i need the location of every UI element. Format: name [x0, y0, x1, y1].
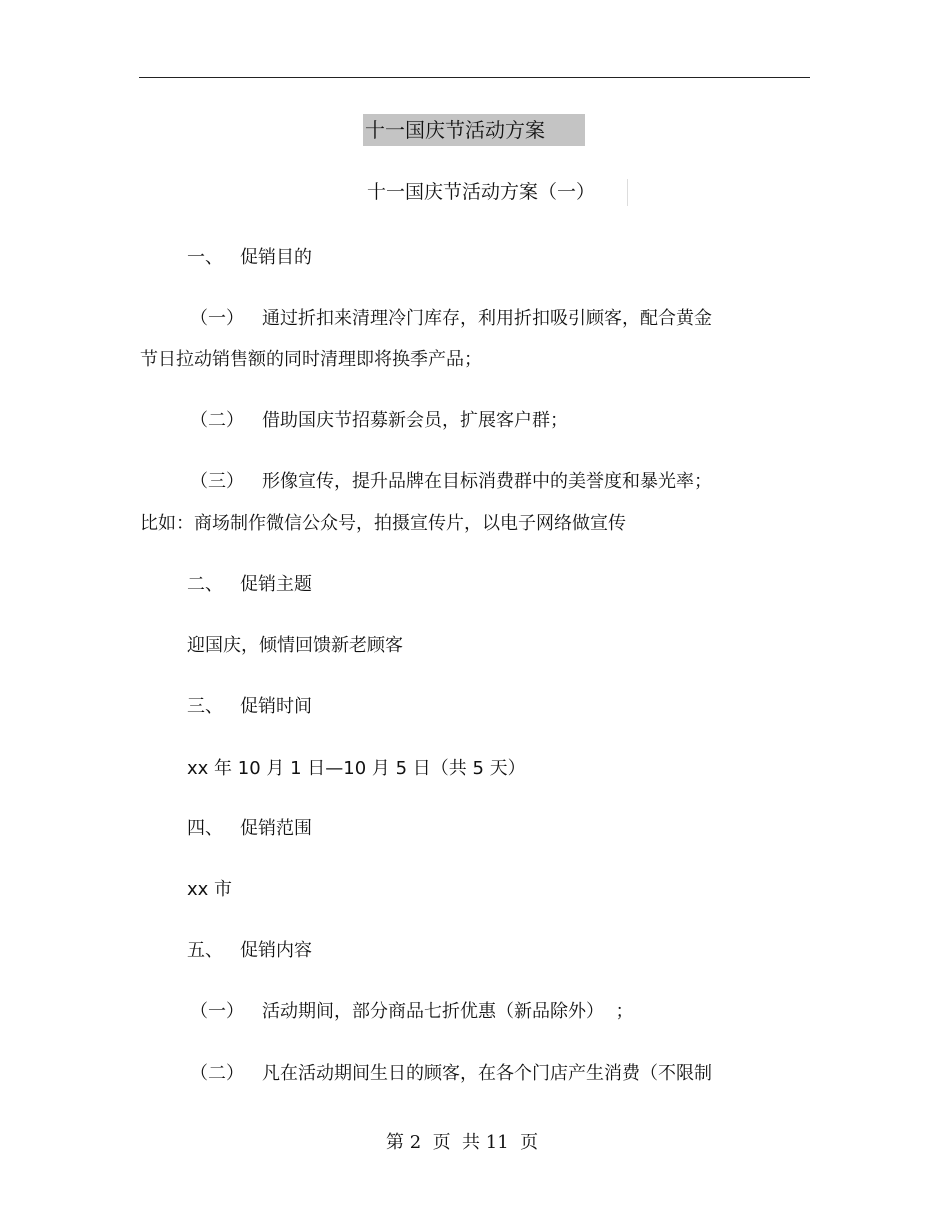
- list-marker: （一）: [190, 1001, 244, 1022]
- list-item-5-2: [190, 1062, 712, 1086]
- section-heading-text: 促销范围: [240, 818, 312, 839]
- paragraph-continuation: 节日拉动销售额的同时清理即将换季产品；: [140, 349, 482, 370]
- page-number: 第 2 页 共 11 页: [386, 1132, 539, 1153]
- list-marker: （二）: [190, 410, 244, 431]
- section-heading-text: 促销主题: [240, 574, 312, 595]
- paragraph-text: 迎国庆，倾情回馈新老顾客: [187, 635, 403, 656]
- section-marker: 二、: [187, 574, 223, 595]
- list-marker: （一）: [190, 308, 244, 329]
- list-item-text: 形像宣传，提升品牌在目标消费群中的美誉度和暴光率；: [262, 471, 712, 492]
- list-item-text: 凡在活动期间生日的顾客，在各个门店产生消费（不限制: [262, 1063, 712, 1084]
- paragraph-continuation: 比如：商场制作微信公众号，拍摄宣传片，以电子网络做宣传: [140, 513, 626, 534]
- section-heading-5: [187, 939, 312, 963]
- list-item-1-3: [190, 470, 712, 494]
- section-heading-4: [187, 817, 312, 841]
- section-marker: 三、: [187, 696, 223, 717]
- document-title: 十一国庆节活动方案: [363, 114, 585, 146]
- paragraph-text: xx 市: [187, 879, 233, 900]
- section-heading-text: 促销目的: [240, 247, 312, 268]
- section-heading-text: 促销时间: [240, 696, 312, 717]
- section-marker: 四、: [187, 818, 223, 839]
- section-marker: 五、: [187, 940, 223, 961]
- section-marker: 一、: [187, 247, 223, 268]
- list-item-text: 借助国庆节招募新会员，扩展客户群；: [262, 410, 568, 431]
- section-heading-1: [187, 246, 312, 270]
- section-heading-3: [187, 695, 312, 719]
- section-heading-2: [187, 573, 312, 597]
- list-item-1-1: [190, 307, 712, 331]
- list-item-text: 通过折扣来清理冷门库存，利用折扣吸引顾客，配合黄金: [262, 308, 712, 329]
- list-item-text: 活动期间，部分商品七折优惠（新品除外） ；: [262, 1001, 634, 1022]
- paragraph-text: xx 年 10 月 1 日—10 月 5 日（共 5 天）: [187, 758, 526, 779]
- list-item-1-2: [190, 409, 568, 433]
- list-item-5-1: [190, 1000, 633, 1024]
- document-subtitle: 十一国庆节活动方案（一）: [367, 179, 628, 206]
- header-rule: [139, 77, 810, 78]
- list-marker: （三）: [190, 471, 244, 492]
- list-marker: （二）: [190, 1063, 244, 1084]
- section-heading-text: 促销内容: [240, 940, 312, 961]
